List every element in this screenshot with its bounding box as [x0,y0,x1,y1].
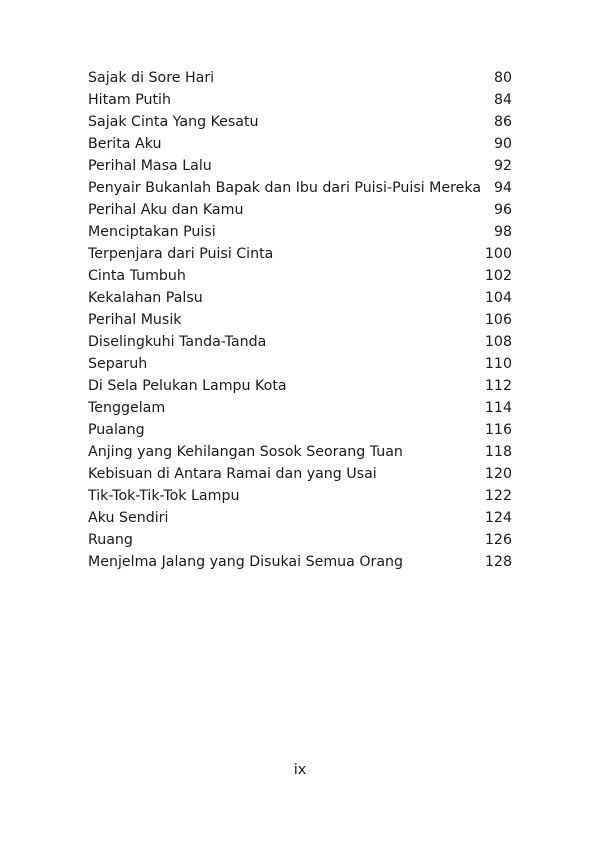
toc-entry [88,353,512,375]
toc-entry-title: Separuh [88,356,148,372]
toc-entry [88,441,512,463]
toc-entry [88,133,512,155]
toc-entry-page: 98 [493,224,512,240]
toc-entry-title: Aku Sendiri [88,510,169,526]
toc-entry-title: Penyair Bukanlah Bapak dan Ibu dari Puisi-Puisi Mereka [88,180,482,196]
toc-entry-page: 122 [484,488,512,504]
toc-entry [88,397,512,419]
toc-entry [88,243,512,265]
toc-entry-page: 94 [493,180,512,196]
toc-entry [88,111,512,133]
table-of-contents [88,67,512,573]
toc-entry-page: 112 [484,378,512,394]
toc-entry [88,199,512,221]
page-number: ix [293,762,307,778]
toc-entry-title: Di Sela Pelukan Lampu Kota [88,378,287,394]
toc-entry-page: 128 [484,554,512,570]
toc-entry [88,89,512,111]
toc-entry-page: 86 [493,114,512,130]
toc-entry [88,155,512,177]
toc-entry-page: 106 [484,312,512,328]
toc-entry [88,221,512,243]
toc-entry-page: 110 [484,356,512,372]
toc-entry [88,177,512,199]
toc-entry-page: 118 [484,444,512,460]
toc-entry [88,331,512,353]
toc-entry-title: Sajak Cinta Yang Kesatu [88,114,259,130]
toc-entry-page: 100 [484,246,512,262]
toc-entry-title: Terpenjara dari Puisi Cinta [88,246,274,262]
toc-entry-title: Pualang [88,422,145,438]
toc-entry [88,507,512,529]
toc-entry-title: Menciptakan Puisi [88,224,216,240]
toc-entry-page: 108 [484,334,512,350]
toc-entry-title: Perihal Aku dan Kamu [88,202,244,218]
toc-entry [88,551,512,573]
toc-entry [88,287,512,309]
toc-entry-page: 126 [484,532,512,548]
toc-entry-page: 96 [493,202,512,218]
toc-entry-page: 90 [493,136,512,152]
toc-entry-page: 104 [484,290,512,306]
toc-entry [88,485,512,507]
toc-entry-title: Ruang [88,532,133,548]
toc-entry-title: Berita Aku [88,136,162,152]
toc-entry [88,529,512,551]
toc-entry-title: Anjing yang Kehilangan Sosok Seorang Tuan [88,444,403,460]
toc-entry-page: 80 [493,70,512,86]
toc-entry-page: 124 [484,510,512,526]
toc-entry-page: 102 [484,268,512,284]
toc-entry [88,265,512,287]
toc-entry [88,67,512,89]
toc-entry-title: Tik-Tok-Tik-Tok Lampu [88,488,240,504]
toc-entry-title: Kebisuan di Antara Ramai dan yang Usai [88,466,377,482]
toc-entry [88,375,512,397]
toc-entry-page: 114 [484,400,512,416]
toc-entry [88,463,512,485]
toc-entry-title: Hitam Putih [88,92,171,108]
toc-entry-page: 120 [484,466,512,482]
toc-entry-title: Menjelma Jalang yang Disukai Semua Orang [88,554,404,570]
toc-entry-title: Diselingkuhi Tanda-Tanda [88,334,267,350]
toc-entry-title: Perihal Masa Lalu [88,158,212,174]
toc-entry [88,309,512,331]
toc-entry-title: Tenggelam [88,400,166,416]
toc-entry [88,419,512,441]
toc-entry-title: Sajak di Sore Hari [88,70,215,86]
toc-entry-page: 84 [493,92,512,108]
toc-entry-page: 116 [484,422,512,438]
toc-entry-title: Perihal Musik [88,312,182,328]
toc-entry-title: Cinta Tumbuh [88,268,186,284]
toc-entry-title: Kekalahan Palsu [88,290,203,306]
toc-entry-page: 92 [493,158,512,174]
